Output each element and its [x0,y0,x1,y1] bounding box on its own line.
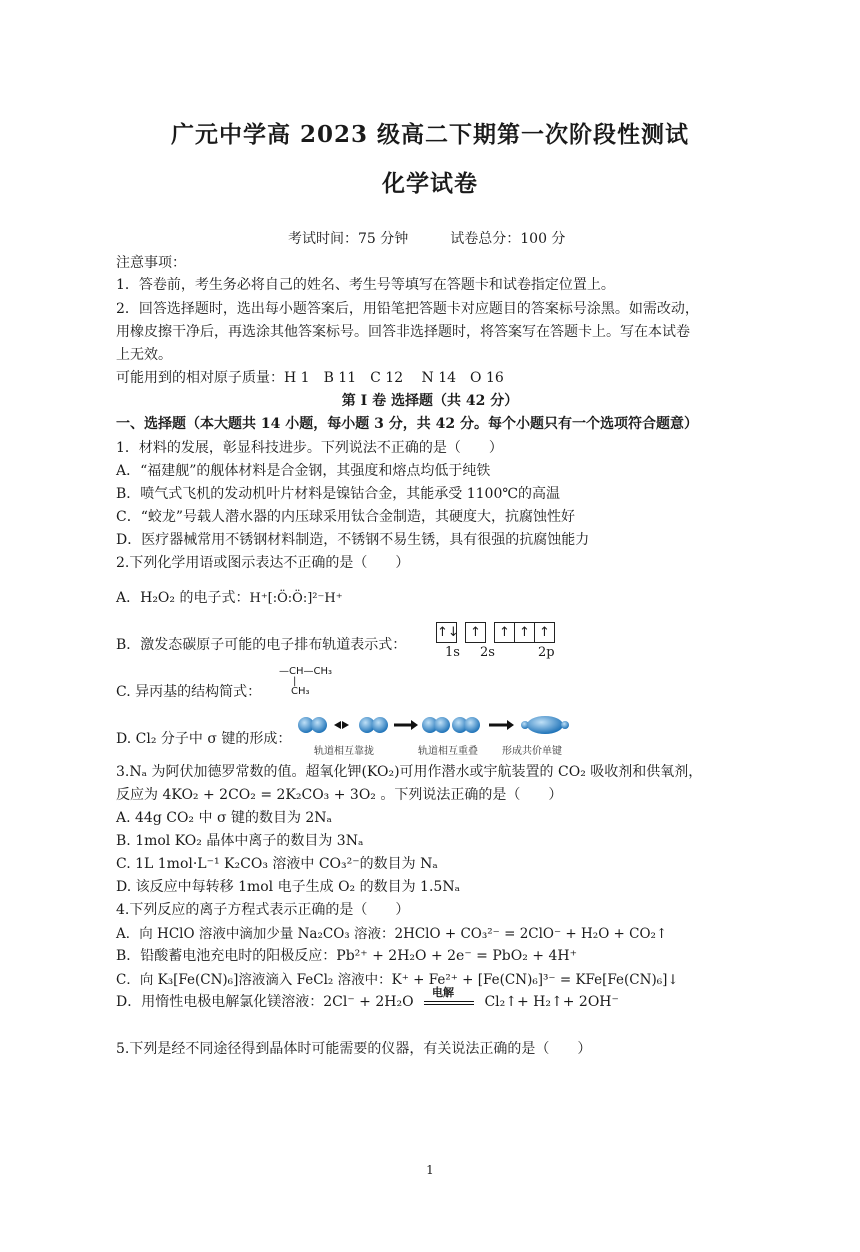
arrow-left-icon [342,721,349,729]
q4-option-d [116,986,619,1011]
arrow-head-icon [411,720,418,730]
orbital-diagram [436,622,586,664]
orbital-sphere [311,717,327,733]
orbital-box-2p-1: ↑ [494,622,515,643]
orbital-label-2s: 2s [480,645,495,660]
orbital-box-1s: ↑↓ [436,622,457,643]
exam-info: 考试时间：75 分钟 试卷总分：100 分 [288,231,566,247]
arrow-right-icon [334,721,341,729]
q1-option-b: B．喷气式飞机的发动机叶片材料是镍钴合金，其能承受 1100℃的高温 [116,486,561,502]
electrolysis-arrow [424,986,474,1009]
q2-stem: 2.下列化学用语或图示表达不正确的是（ ） [116,555,410,571]
q2-option-a [116,587,343,607]
q4-option-b: B．铅酸蓄电池充电时的阳极反应：Pb²⁺ + 2H₂O + 2e⁻ = PbO₂ + 4H⁺ [116,948,577,964]
orbital-label-2p: 2p [538,645,555,660]
bonded-orbital [527,716,563,734]
section-instruction: 一、选择题（本大题共 14 小题，每小题 3 分，共 42 分。每个小题只有一个选项符合题意） [116,416,698,432]
notes-item-2-line1: 2．回答选择题时，选出每小题答案后，用铅笔把答题卡对应题目的答案标号涂黑。如需改动， [116,301,699,317]
q3-option-d: D. 该反应中每转移 1mol 电子生成 O₂ 的数目为 1.5Nₐ [116,879,460,895]
h2o2-electron-formula: H⁺[:Ö:Ö:]²⁻H⁺ [249,591,343,606]
notes-item-2-line2: 用橡皮擦干净后，再选涂其他答案标号。回答非选择题时，将答案写在答题卡上。写在本试卷 [116,324,690,340]
sigma-caption-3: 形成共价单键 [502,746,562,757]
orbital-sphere [464,717,480,733]
q3-stem-line2: 反应为 4KO₂ + 2CO₂ = 2K₂CO₃ + 3O₂ 。下列说法正确的是（ ） [116,787,563,803]
notes-heading: 注意事项： [116,255,186,271]
page-number: 1 [426,1163,434,1177]
orbital-lobe [561,721,569,729]
q2-option-b-label: B．激发态碳原子可能的电子排布轨道表示式： [116,637,407,653]
q2-option-a-label: A．H₂O₂ 的电子式： [116,590,250,606]
q4-option-a: A．向 HClO 溶液中滴加少量 Na₂CO₃ 溶液：2HClO + CO₃²⁻ = 2ClO⁻ + H₂O + CO₂↑ [116,926,668,942]
q2-option-d-label: D. Cl₂ 分子中 σ 键的形成： [116,731,292,747]
orbital-sphere [434,717,450,733]
q3-option-a: A. 44g CO₂ 中 σ 键的数目为 2Nₐ [116,810,332,826]
orbital-box-2s: ↑ [465,622,486,643]
exam-title: 广元中学高 2023 级高二下期第一次阶段性测试 [170,121,690,148]
isopropyl-bottom: CH₃ [291,686,310,697]
sigma-bond-diagram [297,711,577,741]
q4-option-d-left: D．用惰性电极电解氯化镁溶液：2Cl⁻ + 2H₂O [116,994,414,1010]
orbital-sphere [372,717,388,733]
q3-option-c: C. 1L 1mol·L⁻¹ K₂CO₃ 溶液中 CO₃²⁻的数目为 Nₐ [116,856,438,872]
notes-item-2-line3: 上无效。 [116,347,172,363]
q2-option-c-label: C. 异丙基的结构简式： [116,684,262,700]
sigma-caption-1: 轨道相互靠拢 [314,746,374,757]
orbital-box-2p-2: ↑ [514,622,535,643]
orbital-box-2p-3: ↑ [534,622,555,643]
notes-item-1: 1．答卷前，考生务必将自己的姓名、考生号等填写在答题卡和试卷指定位置上。 [116,277,615,293]
isopropyl-structure: —CH—CH₃ | CH₃ [279,666,333,697]
exam-subtitle: 化学试卷 [382,170,478,197]
q1-option-c: C．“蛟龙”号载人潜水器的内压球采用钛合金制造，其硬度大，抗腐蚀性好 [116,509,576,525]
q4-option-c: C．向 K₃[Fe(CN)₆]溶液滴入 FeCl₂ 溶液中：K⁺ + Fe²⁺ + [Fe(CN)₆]³⁻ = KFe[Fe(CN)₆]↓ [116,972,679,988]
q1-stem: 1．材料的发展，彰显科技进步。下列说法不正确的是（ ） [116,440,503,456]
q4-stem: 4.下列反应的离子方程式表示正确的是（ ） [116,902,410,918]
isopropyl-top: —CH—CH₃ [279,666,333,677]
atomic-masses: 可能用到的相对原子质量：H 1 B 11 C 12 N 14 O 16 [116,370,504,386]
orbital-label-1s: 1s [445,645,460,660]
q3-stem-line1: 3.Nₐ 为阿伏加德罗常数的值。超氧化钾(KO₂)可用作潜水或宇航装置的 CO₂ 吸收剂和供氧剂， [116,764,703,780]
q3-option-b: B. 1mol KO₂ 晶体中离子的数目为 3Nₐ [116,833,364,849]
q1-option-a: A．“福建舰”的舰体材料是合金钢，其强度和熔点均低于纯铁 [116,463,491,479]
q5-stem: 5.下列是经不同途径得到晶体时可能需要的仪器，有关说法正确的是（ ） [116,1041,592,1057]
electrolysis-label: 电解 [432,986,455,999]
sigma-caption-2: 轨道相互重叠 [418,746,478,757]
part-title: 第 I 卷 选择题（共 42 分） [341,393,519,409]
q1-option-d: D．医疗器械常用不锈钢材料制造，不锈钢不易生锈，具有很强的抗腐蚀能力 [116,532,590,548]
q4-option-d-right: Cl₂↑+ H₂↑+ 2OH⁻ [484,994,619,1010]
arrow-head-icon [507,720,514,730]
